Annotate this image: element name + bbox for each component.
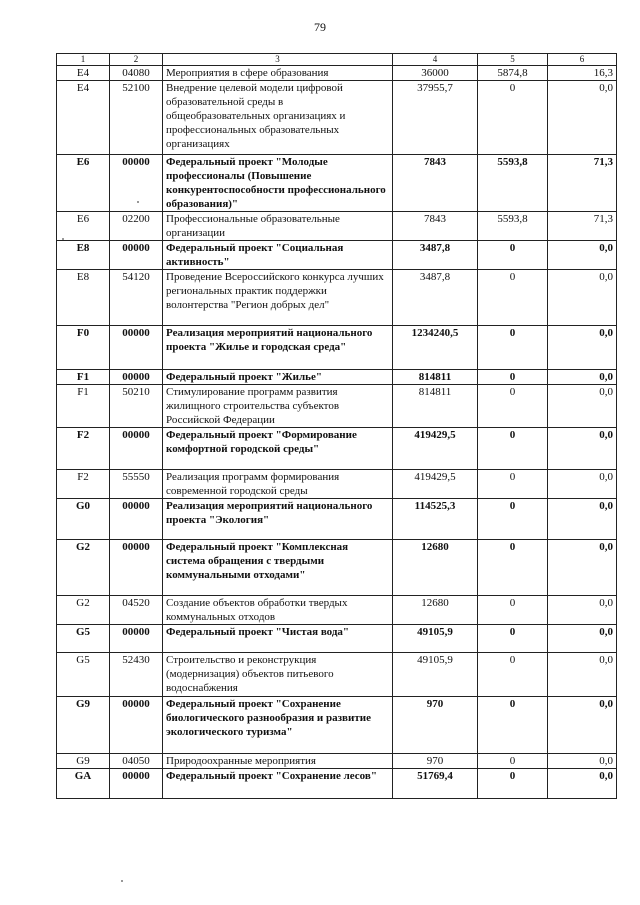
row-code-cell: G2 xyxy=(57,540,110,596)
row-subcode-cell: 00000 xyxy=(110,499,163,540)
row-value-planned: 814811 xyxy=(393,385,478,428)
row-value-actual: 0 xyxy=(478,625,548,653)
row-subcode-cell: 52100 xyxy=(110,81,163,155)
row-value-percent: 0,0 xyxy=(548,326,617,370)
row-value-percent: 0,0 xyxy=(548,769,617,799)
row-name-cell: Строительство и реконструкция (модернизация) объектов питьевого водоснабжения xyxy=(163,653,393,697)
row-value-actual: 0 xyxy=(478,596,548,625)
row-code-cell: E8 xyxy=(57,270,110,326)
row-value-planned: 49105,9 xyxy=(393,653,478,697)
row-value-actual: 0 xyxy=(478,470,548,499)
row-value-actual: 0 xyxy=(478,241,548,270)
row-value-planned: 37955,7 xyxy=(393,81,478,155)
row-name-cell: Реализация мероприятий национального проекта "Жилье и городская среда" xyxy=(163,326,393,370)
row-subcode-cell: 00000 xyxy=(110,540,163,596)
row-code-cell: F1 xyxy=(57,370,110,385)
row-name-cell: Природоохранные мероприятия xyxy=(163,754,393,769)
row-name-cell: Федеральный проект "Сохранение биологического разнообразия и развитие экологического туризма" xyxy=(163,697,393,754)
scan-speck xyxy=(137,201,139,203)
row-value-actual: 0 xyxy=(478,270,548,326)
row-subcode-cell: 00000 xyxy=(110,241,163,270)
table-row xyxy=(57,470,617,499)
row-code-cell: G9 xyxy=(57,697,110,754)
row-value-planned: 970 xyxy=(393,754,478,769)
table-row xyxy=(57,653,617,697)
table-row xyxy=(57,428,617,470)
row-value-planned: 114525,3 xyxy=(393,499,478,540)
table-row xyxy=(57,769,617,799)
row-code-cell: E6 xyxy=(57,155,110,212)
row-value-percent: 0,0 xyxy=(548,754,617,769)
table-row xyxy=(57,697,617,754)
table-row xyxy=(57,625,617,653)
row-value-planned: 51769,4 xyxy=(393,769,478,799)
row-value-planned: 49105,9 xyxy=(393,625,478,653)
row-value-actual: 5874,8 xyxy=(478,66,548,81)
row-subcode-cell: 02200 xyxy=(110,212,163,241)
header-cell: 1 xyxy=(57,54,110,66)
table-row xyxy=(57,499,617,540)
row-value-actual: 0 xyxy=(478,769,548,799)
row-value-percent: 0,0 xyxy=(548,470,617,499)
row-code-cell: G2 xyxy=(57,596,110,625)
table-row xyxy=(57,155,617,212)
row-code-cell: F1 xyxy=(57,385,110,428)
row-value-actual: 0 xyxy=(478,754,548,769)
table-row xyxy=(57,212,617,241)
table-row xyxy=(57,370,617,385)
table-row xyxy=(57,540,617,596)
row-name-cell: Федеральный проект "Формирование комфортной городской среды" xyxy=(163,428,393,470)
row-value-planned: 12680 xyxy=(393,596,478,625)
row-value-actual: 0 xyxy=(478,81,548,155)
row-name-cell: Федеральный проект "Жилье" xyxy=(163,370,393,385)
row-code-cell: G5 xyxy=(57,625,110,653)
table-row xyxy=(57,81,617,155)
table-row xyxy=(57,66,617,81)
table-row xyxy=(57,754,617,769)
row-code-cell: F0 xyxy=(57,326,110,370)
row-subcode-cell: 54120 xyxy=(110,270,163,326)
row-code-cell: G9 xyxy=(57,754,110,769)
row-value-percent: 16,3 xyxy=(548,66,617,81)
header-cell: 3 xyxy=(163,54,393,66)
row-value-actual: 0 xyxy=(478,499,548,540)
row-name-cell: Создание объектов обработки твердых коммунальных отходов xyxy=(163,596,393,625)
row-name-cell: Профессиональные образовательные организации xyxy=(163,212,393,241)
row-value-planned: 419429,5 xyxy=(393,470,478,499)
row-value-planned: 419429,5 xyxy=(393,428,478,470)
row-value-actual: 5593,8 xyxy=(478,155,548,212)
row-value-actual: 0 xyxy=(478,326,548,370)
row-value-percent: 71,3 xyxy=(548,212,617,241)
row-value-percent: 0,0 xyxy=(548,596,617,625)
table-row xyxy=(57,270,617,326)
row-subcode-cell: 00000 xyxy=(110,428,163,470)
row-subcode-cell: 04050 xyxy=(110,754,163,769)
row-code-cell: E8 xyxy=(57,241,110,270)
row-value-percent: 71,3 xyxy=(548,155,617,212)
header-row xyxy=(57,54,617,66)
row-value-planned: 7843 xyxy=(393,155,478,212)
row-code-cell: E4 xyxy=(57,66,110,81)
row-value-actual: 0 xyxy=(478,370,548,385)
row-value-actual: 5593,8 xyxy=(478,212,548,241)
row-name-cell: Федеральный проект "Молодые профессионалы (Повышение конкурентоспособности профессионального образования)" xyxy=(163,155,393,212)
row-value-percent: 0,0 xyxy=(548,385,617,428)
budget-table xyxy=(56,53,617,799)
row-code-cell: F2 xyxy=(57,470,110,499)
row-subcode-cell: 55550 xyxy=(110,470,163,499)
row-name-cell: Мероприятия в сфере образования xyxy=(163,66,393,81)
table-row xyxy=(57,596,617,625)
header-cell: 5 xyxy=(478,54,548,66)
row-value-percent: 0,0 xyxy=(548,540,617,596)
row-name-cell: Федеральный проект "Комплексная система обращения с твердыми коммунальными отходами" xyxy=(163,540,393,596)
row-subcode-cell: 50210 xyxy=(110,385,163,428)
row-value-actual: 0 xyxy=(478,697,548,754)
row-value-planned: 3487,8 xyxy=(393,270,478,326)
row-value-percent: 0,0 xyxy=(548,697,617,754)
row-subcode-cell: 52430 xyxy=(110,653,163,697)
row-name-cell: Внедрение целевой модели цифровой образовательной среды в общеобразовательных организациях и профессиональных образовательных организациях xyxy=(163,81,393,155)
header-cell: 2 xyxy=(110,54,163,66)
row-code-cell: E4 xyxy=(57,81,110,155)
row-code-cell: E6 xyxy=(57,212,110,241)
row-value-percent: 0,0 xyxy=(548,270,617,326)
row-value-percent: 0,0 xyxy=(548,499,617,540)
row-code-cell: GA xyxy=(57,769,110,799)
row-subcode-cell: 04080 xyxy=(110,66,163,81)
row-subcode-cell: 00000 xyxy=(110,326,163,370)
row-name-cell: Федеральный проект "Чистая вода" xyxy=(163,625,393,653)
table-row xyxy=(57,241,617,270)
row-value-percent: 0,0 xyxy=(548,241,617,270)
row-subcode-cell: 00000 xyxy=(110,370,163,385)
row-name-cell: Федеральный проект "Социальная активность" xyxy=(163,241,393,270)
row-name-cell: Стимулирование программ развития жилищного строительства субъектов Российской Федерации xyxy=(163,385,393,428)
row-value-actual: 0 xyxy=(478,428,548,470)
table-row xyxy=(57,326,617,370)
row-subcode-cell: 00000 xyxy=(110,155,163,212)
scan-speck xyxy=(121,880,123,882)
header-cell: 6 xyxy=(548,54,617,66)
row-value-actual: 0 xyxy=(478,385,548,428)
row-code-cell: G5 xyxy=(57,653,110,697)
row-value-percent: 0,0 xyxy=(548,625,617,653)
row-value-planned: 36000 xyxy=(393,66,478,81)
row-name-cell: Проведение Всероссийского конкурса лучших региональных практик поддержки волонтерства "Регион добрых дел" xyxy=(163,270,393,326)
row-name-cell: Реализация программ формирования современной городской среды xyxy=(163,470,393,499)
scan-speck xyxy=(62,238,64,240)
row-value-percent: 0,0 xyxy=(548,653,617,697)
row-subcode-cell: 00000 xyxy=(110,625,163,653)
row-value-planned: 12680 xyxy=(393,540,478,596)
row-subcode-cell: 04520 xyxy=(110,596,163,625)
page-number: 79 xyxy=(314,20,326,34)
row-value-planned: 814811 xyxy=(393,370,478,385)
row-value-planned: 1234240,5 xyxy=(393,326,478,370)
row-value-planned: 3487,8 xyxy=(393,241,478,270)
row-subcode-cell: 00000 xyxy=(110,697,163,754)
row-name-cell: Федеральный проект "Сохранение лесов" xyxy=(163,769,393,799)
row-code-cell: F2 xyxy=(57,428,110,470)
row-value-percent: 0,0 xyxy=(548,370,617,385)
header-cell: 4 xyxy=(393,54,478,66)
row-value-planned: 7843 xyxy=(393,212,478,241)
row-subcode-cell: 00000 xyxy=(110,769,163,799)
row-code-cell: G0 xyxy=(57,499,110,540)
table-row xyxy=(57,385,617,428)
row-value-percent: 0,0 xyxy=(548,81,617,155)
row-name-cell: Реализация мероприятий национального проекта "Экология" xyxy=(163,499,393,540)
row-value-actual: 0 xyxy=(478,540,548,596)
row-value-actual: 0 xyxy=(478,653,548,697)
row-value-planned: 970 xyxy=(393,697,478,754)
row-value-percent: 0,0 xyxy=(548,428,617,470)
